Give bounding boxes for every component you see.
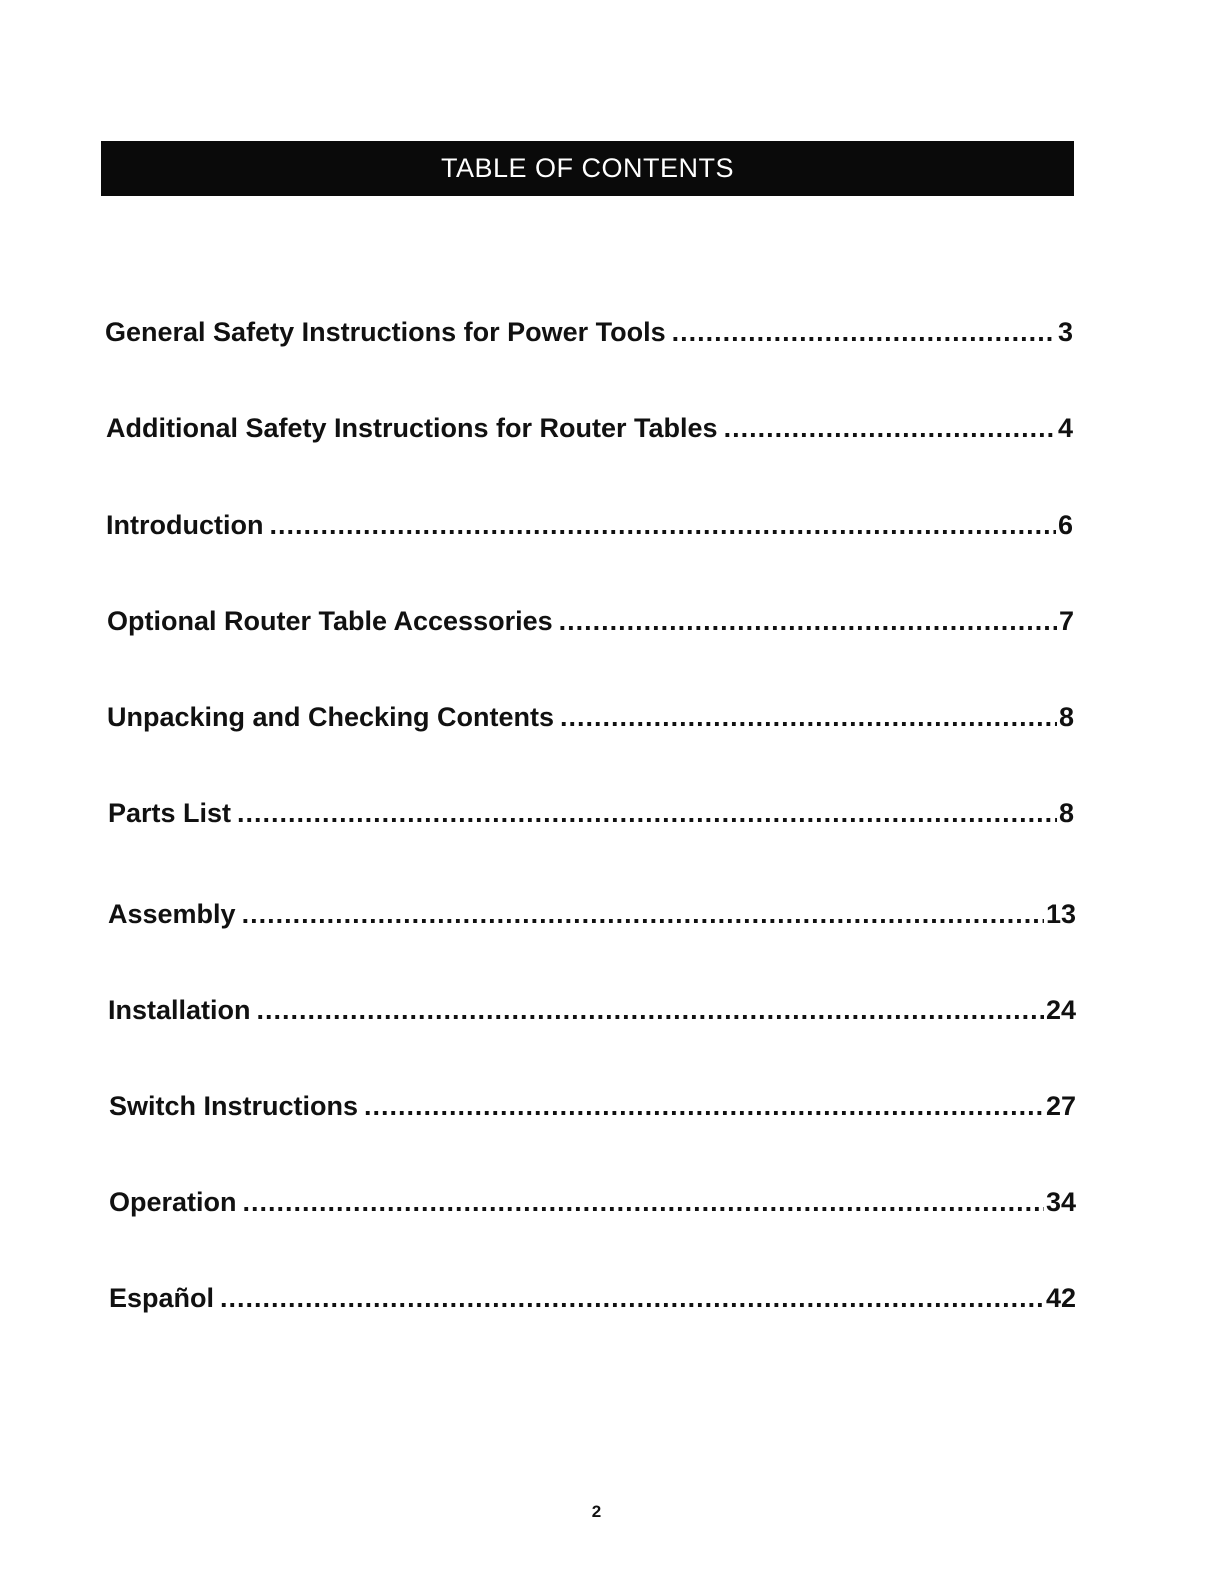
- toc-entry-title: Additional Safety Instructions for Router Tables: [106, 413, 718, 443]
- dot-leader: [364, 1089, 1044, 1123]
- toc-entry-page: 7: [1058, 606, 1074, 636]
- toc-entry-title: Español: [109, 1283, 215, 1313]
- dot-leader: [724, 411, 1056, 445]
- toc-entry-page: 24: [1045, 995, 1076, 1025]
- toc-entry[interactable]: [108, 993, 1076, 1027]
- dot-leader: [220, 1281, 1044, 1315]
- toc-entry-title: Switch Instructions: [109, 1091, 359, 1121]
- toc-entry[interactable]: [109, 1185, 1076, 1219]
- toc-entry-page: 34: [1045, 1187, 1076, 1217]
- toc-entry-title: Assembly: [108, 899, 236, 929]
- dot-leader: [672, 315, 1056, 349]
- toc-entry[interactable]: [106, 508, 1073, 542]
- toc-entry[interactable]: [106, 411, 1073, 445]
- dot-leader: [559, 604, 1057, 638]
- toc-entry-title: Parts List: [108, 798, 232, 828]
- toc-entry[interactable]: [109, 1281, 1076, 1315]
- toc-entry-title: Introduction: [106, 510, 264, 540]
- dot-leader: [237, 796, 1057, 830]
- toc-entry-page: 42: [1045, 1283, 1076, 1313]
- toc-entry-page: 6: [1057, 510, 1073, 540]
- toc-entry-page: 4: [1057, 413, 1073, 443]
- toc-entry[interactable]: [108, 897, 1076, 931]
- toc-entry-title: Operation: [109, 1187, 237, 1217]
- dot-leader: [257, 993, 1044, 1027]
- toc-entry[interactable]: [105, 315, 1073, 349]
- dot-leader: [560, 700, 1057, 734]
- dot-leader: [243, 1185, 1044, 1219]
- toc-entry-page: 8: [1058, 702, 1074, 732]
- toc-entry[interactable]: [107, 700, 1074, 734]
- toc-entry-page: 3: [1057, 317, 1073, 347]
- toc-entry-page: 27: [1045, 1091, 1076, 1121]
- toc-entry-page: 8: [1058, 798, 1074, 828]
- toc-entry[interactable]: [109, 1089, 1076, 1123]
- dot-leader: [269, 508, 1056, 542]
- toc-entry-title: Optional Router Table Accessories: [107, 606, 553, 636]
- toc-entry-title: General Safety Instructions for Power Tools: [105, 317, 666, 347]
- dot-leader: [242, 897, 1044, 931]
- toc-entry-title: Installation: [108, 995, 251, 1025]
- toc-entry-title: Unpacking and Checking Contents: [107, 702, 555, 732]
- toc-entry[interactable]: [107, 604, 1074, 638]
- page-title: TABLE OF CONTENTS: [440, 153, 735, 183]
- page-number: 2: [591, 1502, 602, 1521]
- toc-entry-page: 13: [1045, 899, 1076, 929]
- toc-entry[interactable]: [108, 796, 1074, 830]
